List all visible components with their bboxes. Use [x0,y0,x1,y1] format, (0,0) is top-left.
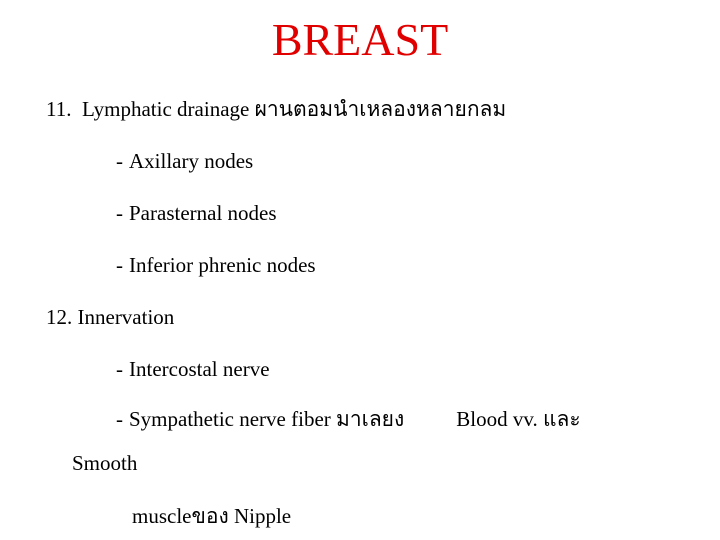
bullet-dash: - [116,407,123,431]
sympathetic-continuation-1: Smooth [72,451,138,475]
bullet-text: Axillary nodes [129,149,254,173]
bullet-text: Intercostal nerve [129,357,270,381]
bullet-text-continued: Blood vv. และ [456,407,581,431]
bullet-inferior-phrenic [116,252,316,278]
bullet-dash: - [116,357,123,381]
item-11-heading [46,96,506,122]
bullet-dash: - [116,253,123,277]
item-12-label: Innervation [77,305,175,329]
item-11-label: Lymphatic drainage ผานตอมนำเหลองหลายกลม [81,97,507,121]
bullet-intercostal [116,356,270,382]
bullet-text: Sympathetic nerve fiber มาเลยง [129,407,405,431]
bullet-text: Parasternal nodes [129,201,277,225]
bullet-text: Inferior phrenic nodes [129,253,316,277]
slide-title: BREAST [271,14,449,65]
bullet-dash: - [116,201,123,225]
item-12-heading [46,304,174,330]
item-12-number: 12. [46,305,73,329]
bullet-sympathetic [116,406,581,432]
sympathetic-continuation-2: muscleของ Nipple [132,504,292,528]
bullet-parasternal [116,200,277,226]
item-11-number: 11. [46,97,72,121]
bullet-dash: - [116,149,123,173]
bullet-axillary [116,148,253,174]
